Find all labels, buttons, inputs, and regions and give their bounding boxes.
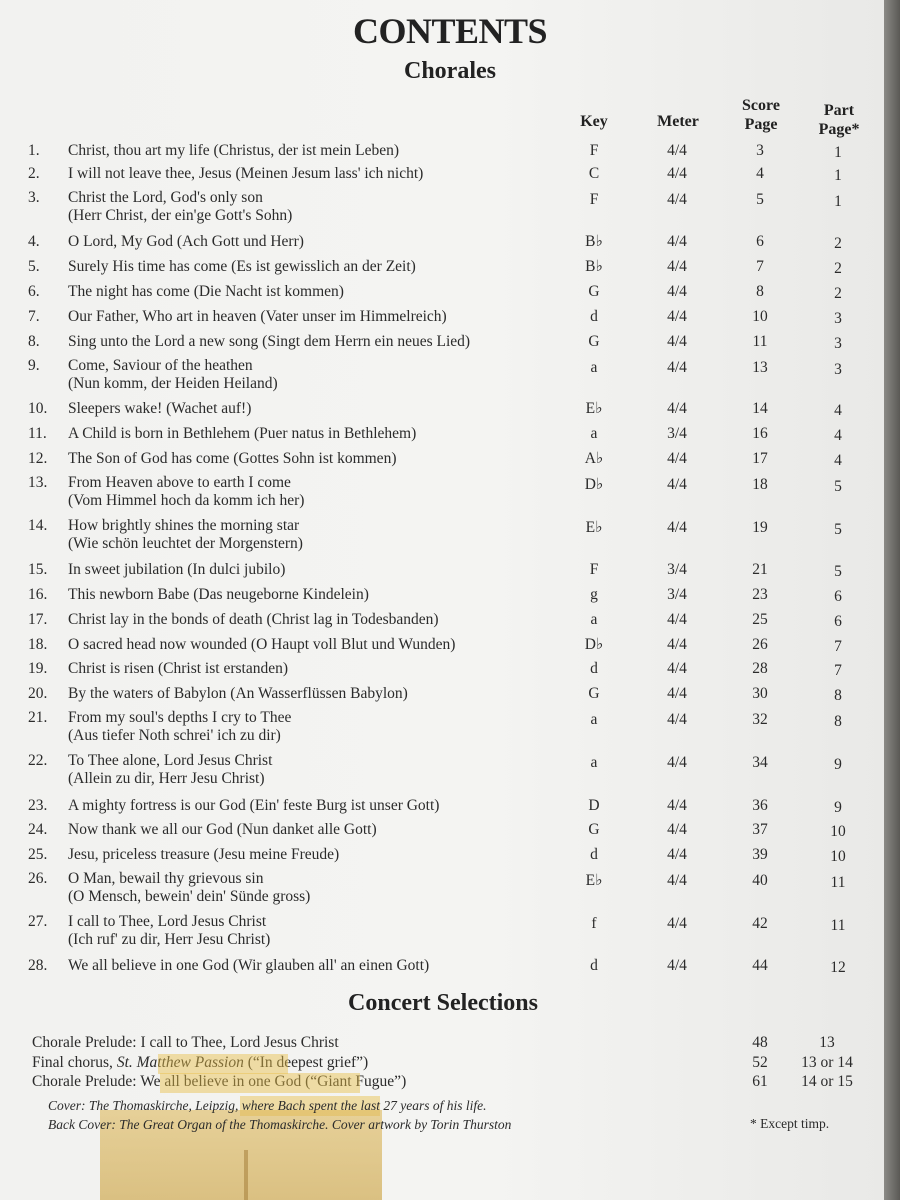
chorale-number: 2. (28, 165, 40, 182)
chorale-number: 10. (28, 400, 48, 417)
chorale-score-page: 23 (752, 586, 768, 603)
chorale-part-page: 5 (834, 563, 842, 580)
chorale-key: B♭ (585, 233, 603, 250)
chorale-meter: 4/4 (667, 660, 687, 677)
chorale-key: G (588, 821, 600, 838)
chorale-part-page: 1 (834, 144, 842, 161)
chorale-score-page: 7 (756, 258, 764, 275)
chorale-part-page: 2 (834, 235, 842, 252)
chorale-meter: 4/4 (667, 359, 687, 376)
chorale-title: A mighty fortress is our God (Ein' feste Burg ist unser Gott) (68, 797, 440, 814)
chorale-score-page: 40 (752, 872, 768, 889)
concert-title (32, 1034, 339, 1052)
chorale-title: I will not leave thee, Jesus (Meinen Jesum lass' ich nicht) (68, 165, 424, 182)
column-header-meter: Meter (657, 113, 699, 130)
chorale-score-page: 37 (752, 821, 768, 838)
chorale-number: 12. (28, 450, 48, 467)
chorale-key: a (590, 359, 598, 376)
chorale-score-page: 44 (752, 957, 768, 974)
chorale-part-page: 8 (834, 687, 842, 704)
chorale-part-page: 12 (830, 959, 846, 976)
concert-part-page: 14 or 15 (801, 1073, 853, 1090)
chorale-key: E♭ (585, 872, 603, 889)
chorale-meter: 4/4 (667, 685, 687, 702)
chorale-score-page: 6 (756, 233, 764, 250)
chorale-key: g (590, 586, 598, 603)
chorale-key: E♭ (585, 519, 603, 536)
chorale-score-page: 21 (752, 561, 768, 578)
chorale-title: We all believe in one God (Wir glauben all' an einen Gott) (68, 957, 430, 974)
chorale-title: Christ, thou art my life (Christus, der ist mein Leben) (68, 142, 400, 159)
chorale-score-page: 25 (752, 611, 768, 628)
chorale-part-page: 10 (830, 848, 846, 865)
chorale-score-page: 36 (752, 797, 768, 814)
chorale-title: In sweet jubilation (In dulci jubilo) (68, 561, 286, 578)
chorale-meter: 4/4 (667, 476, 687, 493)
chorale-meter: 3/4 (667, 561, 687, 578)
chorale-key: d (590, 957, 598, 974)
chorale-title: Now thank we all our God (Nun danket alle Gott) (68, 821, 377, 838)
chorale-part-page: 1 (834, 193, 842, 210)
chorale-key: a (590, 711, 598, 728)
footnote-except-timp: * Except timp. (750, 1116, 830, 1131)
chorale-score-page: 34 (752, 754, 768, 771)
chorale-part-page: 2 (834, 285, 842, 302)
concert-title-text: Final chorus, (32, 1054, 117, 1071)
chorale-number: 4. (28, 233, 40, 250)
chorale-number: 7. (28, 308, 40, 325)
concert-score-page: 48 (752, 1034, 768, 1051)
chorale-key: B♭ (585, 258, 603, 275)
chorale-score-page: 8 (756, 283, 764, 300)
chorale-meter: 4/4 (667, 611, 687, 628)
chorale-part-page: 3 (834, 361, 842, 378)
chorale-meter: 4/4 (667, 450, 687, 467)
chorale-number: 25. (28, 846, 48, 863)
chorale-title: How brightly shines the morning star (68, 517, 300, 534)
chorale-title: Christ lay in the bonds of death (Christ lag in Todesbanden) (68, 611, 439, 628)
chorale-number: 6. (28, 283, 40, 300)
chorale-german-title: (Nun komm, der Heiden Heiland) (68, 375, 278, 392)
chorale-score-page: 3 (756, 142, 764, 159)
chorale-key: G (588, 685, 600, 702)
chorale-number: 27. (28, 913, 48, 930)
chorale-meter: 4/4 (667, 636, 687, 653)
highlighter-mark (158, 1054, 288, 1074)
chorale-key: F (589, 561, 599, 578)
chorale-part-page: 11 (830, 917, 846, 934)
chorale-number: 28. (28, 957, 48, 974)
chorale-meter: 4/4 (667, 142, 687, 159)
chorale-score-page: 5 (756, 191, 764, 208)
chorale-german-title: (Aus tiefer Noth schrei' ich zu dir) (68, 727, 281, 744)
chorale-title: By the waters of Babylon (An Wasserflüssen Babylon) (68, 685, 408, 702)
chorale-part-page: 9 (834, 799, 842, 816)
chorale-number: 13. (28, 474, 48, 491)
chorale-number: 11. (28, 425, 47, 442)
section-title-chorales: Chorales (404, 58, 496, 84)
chorale-meter: 4/4 (667, 191, 687, 208)
column-header-score-page: Score Page (742, 97, 780, 133)
chorale-meter: 4/4 (667, 308, 687, 325)
highlighter-mark (160, 1073, 360, 1093)
footer-cover-note: Cover: The Thomaskirche, Leipzig, where Bach spent the last 27 years of his life. (48, 1098, 487, 1113)
chorale-score-page: 11 (752, 333, 768, 350)
section-title-concert-selections: Concert Selections (348, 990, 538, 1016)
concert-score-page: 61 (752, 1073, 768, 1090)
chorale-part-page: 10 (830, 823, 846, 840)
concert-title-suffix: (“In deepest grief”) (243, 1054, 369, 1071)
chorale-key: a (590, 754, 598, 771)
chorale-number: 26. (28, 870, 48, 887)
chorale-key: G (588, 283, 600, 300)
chorale-meter: 4/4 (667, 754, 687, 771)
chorale-key: C (588, 165, 600, 182)
chorale-key: A♭ (584, 450, 604, 467)
chorale-score-page: 4 (756, 165, 764, 182)
chorale-part-page: 2 (834, 260, 842, 277)
concert-part-page: 13 or 14 (801, 1054, 853, 1071)
chorale-score-page: 32 (752, 711, 768, 728)
chorale-german-title: (Herr Christ, der ein'ge Gott's Sohn) (68, 207, 293, 224)
chorale-meter: 4/4 (667, 519, 687, 536)
chorale-title: Sleepers wake! (Wachet auf!) (68, 400, 252, 417)
chorale-meter: 4/4 (667, 821, 687, 838)
chorale-key: a (590, 611, 598, 628)
chorale-part-page: 8 (834, 713, 842, 730)
chorale-meter: 4/4 (667, 872, 687, 889)
chorale-title: This newborn Babe (Das neugeborne Kindelein) (68, 586, 369, 603)
chorale-title: To Thee alone, Lord Jesus Christ (68, 752, 273, 769)
chorale-meter: 4/4 (667, 400, 687, 417)
chorale-number: 19. (28, 660, 48, 677)
chorale-title: Sing unto the Lord a new song (Singt dem Herrn ein neues Lied) (68, 333, 471, 350)
chorale-title: From my soul's depths I cry to Thee (68, 709, 292, 726)
chorale-score-page: 19 (752, 519, 768, 536)
chorale-score-page: 26 (752, 636, 768, 653)
chorale-part-page: 6 (834, 588, 842, 605)
chorale-title: Surely His time has come (Es ist gewisslich an der Zeit) (68, 258, 416, 275)
chorale-german-title: (Ich ruf' zu dir, Herr Jesu Christ) (68, 931, 271, 948)
chorale-german-title: (O Mensch, bewein' dein' Sünde gross) (68, 888, 311, 905)
chorale-key: a (590, 425, 598, 442)
chorale-part-page: 11 (830, 874, 846, 891)
chorale-key: F (589, 191, 599, 208)
chorale-key: D♭ (584, 636, 604, 653)
concert-work-title: St. Matthew Passion (116, 1054, 244, 1071)
chorale-key: G (588, 333, 600, 350)
chorale-german-title: (Vom Himmel hoch da komm ich her) (68, 492, 305, 509)
concert-part-page: 13 (819, 1034, 835, 1051)
concert-title-text: Chorale Prelude: I call to Thee, Lord Jesus Christ (32, 1034, 339, 1051)
chorale-title: O Man, bewail thy grievous sin (68, 870, 264, 887)
chorale-part-page: 5 (834, 521, 842, 538)
chorale-number: 24. (28, 821, 48, 838)
chorale-part-page: 4 (834, 427, 842, 444)
chorale-key: d (590, 308, 598, 325)
chorale-title: The Son of God has come (Gottes Sohn ist kommen) (68, 450, 397, 467)
chorale-score-page: 30 (752, 685, 768, 702)
chorale-meter: 4/4 (667, 846, 687, 863)
column-header-key: Key (580, 113, 608, 130)
chorale-title: Jesu, priceless treasure (Jesu meine Freude) (68, 846, 340, 863)
chorale-score-page: 10 (752, 308, 768, 325)
chorale-part-page: 9 (834, 756, 842, 773)
chorale-key: d (590, 846, 598, 863)
chorale-meter: 4/4 (667, 957, 687, 974)
chorale-title: The night has come (Die Nacht ist kommen) (68, 283, 344, 300)
chorale-title: I call to Thee, Lord Jesus Christ (68, 913, 267, 930)
chorale-part-page: 5 (834, 478, 842, 495)
chorale-number: 3. (28, 189, 40, 206)
chorale-key: f (591, 915, 597, 932)
chorale-number: 14. (28, 517, 48, 534)
chorale-meter: 4/4 (667, 711, 687, 728)
chorale-score-page: 28 (752, 660, 768, 677)
chorale-german-title: (Allein zu dir, Herr Jesu Christ) (68, 770, 265, 787)
chorale-key: E♭ (585, 400, 603, 417)
concert-score-page: 52 (752, 1054, 768, 1071)
chorale-number: 1. (28, 142, 40, 159)
chorale-score-page: 17 (752, 450, 768, 467)
chorale-score-page: 16 (752, 425, 768, 442)
chorale-part-page: 3 (834, 335, 842, 352)
chorale-german-title: (Wie schön leuchtet der Morgenstern) (68, 535, 303, 552)
chorale-number: 21. (28, 709, 48, 726)
chorale-title: Come, Saviour of the heathen (68, 357, 253, 374)
chorale-score-page: 14 (752, 400, 768, 417)
chorale-meter: 4/4 (667, 283, 687, 300)
tape-tear (244, 1150, 248, 1200)
chorale-part-page: 1 (834, 167, 842, 184)
chorale-number: 9. (28, 357, 40, 374)
concert-title-text: Chorale Prelude: We all believe in one God (“Giant Fugue”) (32, 1073, 407, 1090)
chorale-meter: 3/4 (667, 586, 687, 603)
chorale-title: Our Father, Who art in heaven (Vater unser im Himmelreich) (68, 308, 447, 325)
chorale-part-page: 3 (834, 310, 842, 327)
chorale-number: 5. (28, 258, 40, 275)
chorale-number: 8. (28, 333, 40, 350)
chorale-meter: 4/4 (667, 165, 687, 182)
page-title: CONTENTS (352, 11, 548, 51)
chorale-key: d (590, 660, 598, 677)
chorale-score-page: 39 (752, 846, 768, 863)
chorale-title: O sacred head now wounded (O Haupt voll Blut und Wunden) (68, 636, 456, 653)
chorale-part-page: 7 (834, 638, 842, 655)
chorale-title: Christ the Lord, God's only son (68, 189, 263, 206)
chorale-number: 23. (28, 797, 48, 814)
footer-back-cover-note: Back Cover: The Great Organ of the Thomaskirche. Cover artwork by Torin Thurston (48, 1117, 512, 1132)
chorale-number: 17. (28, 611, 48, 628)
chorale-number: 18. (28, 636, 48, 653)
chorale-number: 15. (28, 561, 48, 578)
chorale-part-page: 6 (834, 613, 842, 630)
chorale-title: From Heaven above to earth I come (68, 474, 291, 491)
chorale-meter: 4/4 (667, 915, 687, 932)
chorale-key: D (588, 797, 600, 814)
chorale-part-page: 7 (834, 662, 842, 679)
chorale-title: A Child is born in Bethlehem (Puer natus in Bethlehem) (68, 425, 417, 442)
chorale-title: Christ is risen (Christ ist erstanden) (68, 660, 288, 677)
chorale-number: 20. (28, 685, 48, 702)
chorale-part-page: 4 (834, 452, 842, 469)
chorale-meter: 3/4 (667, 425, 687, 442)
chorale-score-page: 13 (752, 359, 768, 376)
chorale-title: O Lord, My God (Ach Gott und Herr) (68, 233, 304, 250)
chorale-score-page: 42 (752, 915, 768, 932)
chorale-meter: 4/4 (667, 333, 687, 350)
chorale-key: D♭ (584, 476, 604, 493)
column-header-part-page: Part Page* (818, 102, 860, 138)
chorale-meter: 4/4 (667, 797, 687, 814)
chorale-score-page: 18 (752, 476, 768, 493)
chorale-number: 22. (28, 752, 48, 769)
chorale-key: F (589, 142, 599, 159)
chorale-meter: 4/4 (667, 258, 687, 275)
chorale-part-page: 4 (834, 402, 842, 419)
chorale-meter: 4/4 (667, 233, 687, 250)
chorale-number: 16. (28, 586, 48, 603)
page-edge (884, 0, 900, 1200)
